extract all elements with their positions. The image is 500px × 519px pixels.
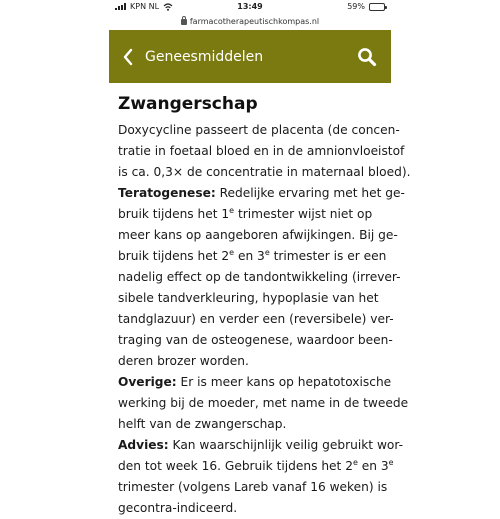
text-fragment: bruik tijdens het 2 bbox=[118, 249, 230, 263]
teratogenese-label: Teratogenese: bbox=[118, 186, 216, 200]
teratogenese-paragraph bbox=[118, 183, 405, 372]
text-fragment: Kan waarschijnlijk veilig gebruikt wor- bbox=[168, 438, 404, 452]
advies-paragraph bbox=[118, 435, 404, 519]
superscript: e bbox=[229, 205, 235, 215]
text-line: deren brozer worden. bbox=[118, 354, 249, 368]
text-line bbox=[118, 204, 382, 225]
text-fragment: en 3 bbox=[234, 249, 265, 263]
text-fragment: en 3 bbox=[357, 459, 389, 473]
search-icon[interactable] bbox=[357, 47, 377, 67]
text-fragment: trimester is er een bbox=[269, 249, 387, 263]
carrier-label: KPN NL bbox=[130, 2, 160, 11]
text-line bbox=[118, 435, 404, 456]
battery-icon bbox=[369, 3, 385, 11]
header-title[interactable]: Geneesmiddelen bbox=[145, 48, 264, 65]
overige-label: Overige: bbox=[118, 375, 177, 389]
text-line: meer kans op aangeboren afwijkingen. Bij ge- bbox=[118, 228, 398, 242]
superscript: e bbox=[229, 247, 235, 257]
text-fragment: bruik tijdens het 1 bbox=[118, 207, 230, 221]
text-fragment: Redelijke ervaring met het ge- bbox=[215, 186, 405, 200]
url-text: farmacotherapeutischkompas.nl bbox=[189, 16, 320, 26]
text-line: tratie in foetaal bloed en in de amnionvloeistof bbox=[118, 144, 405, 158]
status-right bbox=[347, 2, 385, 11]
status-bar bbox=[109, 0, 391, 14]
text-line: tandglazuur) en verder een (reversibele) ver- bbox=[118, 312, 394, 326]
lock-icon bbox=[181, 19, 187, 25]
text-line: nadelig effect op de tandontwikkeling (irrever- bbox=[118, 270, 401, 284]
intro-paragraph bbox=[118, 120, 411, 183]
text-fragment: den tot week 16. Gebruik tijdens het 2 bbox=[118, 459, 353, 473]
text-line: traging van de osteogenese, waardoor been- bbox=[118, 333, 393, 347]
section-title: Zwangerschap bbox=[118, 94, 258, 114]
content bbox=[109, 83, 411, 519]
text-line: gecontra-indiceerd. bbox=[118, 501, 238, 515]
superscript: e bbox=[264, 247, 270, 257]
text-fragment: trimester wijst niet op bbox=[234, 207, 373, 221]
chevron-left-icon[interactable] bbox=[123, 47, 137, 67]
advies-label: Advies: bbox=[118, 438, 169, 452]
superscript: e bbox=[352, 457, 358, 467]
text-line bbox=[118, 246, 387, 267]
text-line bbox=[118, 372, 392, 393]
text-line: sibele tandverkleuring, hypoplasie van het bbox=[118, 291, 379, 305]
status-time: 13:49 bbox=[237, 2, 263, 11]
text-line: helft van de zwangerschap. bbox=[118, 417, 287, 431]
phone-screen bbox=[109, 0, 411, 515]
text-fragment: Er is meer kans op hepatotoxische bbox=[176, 375, 392, 389]
app-header bbox=[109, 30, 391, 83]
superscript: e bbox=[388, 457, 394, 467]
battery-percent: 59% bbox=[347, 2, 365, 11]
overige-paragraph bbox=[118, 372, 409, 435]
text-line: is ca. 0,3× de concentratie in maternaal bloed). bbox=[118, 165, 411, 179]
text-line: Doxycycline passeert de placenta (de concen- bbox=[118, 123, 400, 137]
text-line bbox=[118, 456, 394, 477]
text-line: trimester (volgens Lareb vanaf 16 weken) is bbox=[118, 480, 388, 494]
text-line: werking bij de moeder, met name in de tweede bbox=[118, 396, 409, 410]
url-bar[interactable] bbox=[109, 14, 391, 28]
text-line bbox=[118, 183, 405, 204]
